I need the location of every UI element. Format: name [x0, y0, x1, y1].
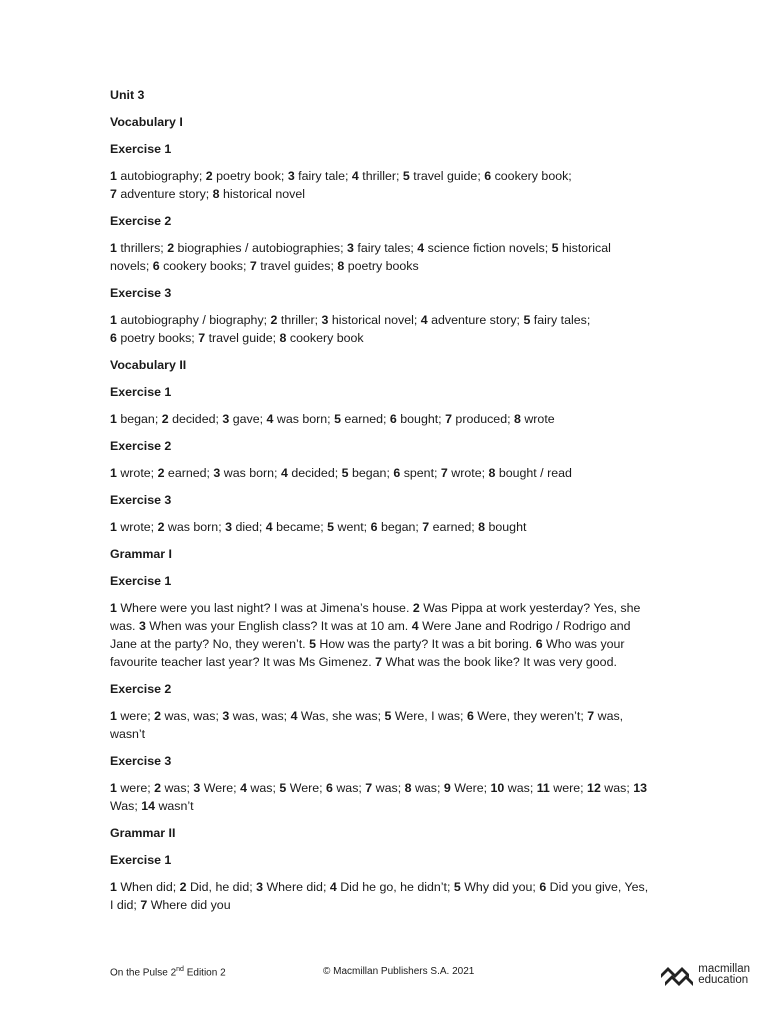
- answer-item: [154, 781, 190, 795]
- answer-number: 2: [412, 601, 420, 615]
- section-heading: Grammar I: [110, 547, 172, 561]
- answer-item: [110, 331, 195, 345]
- answer-item: [309, 637, 532, 651]
- answer-text: began;: [380, 520, 419, 534]
- answer-text: thriller;: [280, 313, 319, 327]
- answer-number: 4: [329, 880, 337, 894]
- answer-number: 4: [265, 520, 273, 534]
- answer-item: [444, 781, 487, 795]
- answer-number: 2: [179, 880, 187, 894]
- answer-item: [478, 520, 526, 534]
- answer-number: 6: [326, 781, 333, 795]
- answer-item: [281, 466, 338, 480]
- answer-item: [445, 412, 510, 426]
- answer-text: bought;: [400, 412, 442, 426]
- answer-list: [110, 599, 650, 671]
- answer-list: [110, 311, 650, 347]
- answer-item: [110, 880, 176, 894]
- answer-number: 7: [375, 655, 383, 669]
- answer-number: 4: [240, 781, 247, 795]
- answer-item: [330, 880, 451, 894]
- answer-text: autobiography / biography;: [120, 313, 268, 327]
- answer-item: [352, 169, 400, 183]
- section-heading: Exercise 1: [110, 853, 172, 867]
- answer-text: historical novel: [223, 187, 305, 201]
- answer-text: historical novels;: [110, 241, 611, 273]
- answer-item: [342, 466, 390, 480]
- answer-text: wrote;: [120, 520, 155, 534]
- answer-text: wrote;: [120, 466, 155, 480]
- answer-text: biographies / autobiographies;: [177, 241, 344, 255]
- answer-text: was;: [250, 781, 276, 795]
- answer-item: [279, 781, 322, 795]
- answer-text: earned;: [432, 520, 475, 534]
- section-heading: Exercise 1: [110, 574, 172, 588]
- answer-text: travel guide;: [413, 169, 481, 183]
- answer-number: 1: [110, 241, 117, 255]
- answer-number: 7: [110, 187, 117, 201]
- answer-text: science fiction novels;: [427, 241, 549, 255]
- answer-item: [365, 781, 401, 795]
- answer-number: 2: [154, 709, 162, 723]
- answer-number: 6: [466, 709, 474, 723]
- answer-item: [206, 169, 285, 183]
- answer-number: 2: [157, 466, 165, 480]
- answer-number: 8: [279, 331, 287, 345]
- answer-item: [110, 313, 267, 327]
- answer-text: When was your English class? It was at 10 am.: [149, 619, 409, 633]
- answer-number: 5: [453, 880, 461, 894]
- answer-number: 2: [167, 241, 175, 255]
- section-heading: Exercise 2: [110, 682, 172, 696]
- answer-item: [162, 412, 219, 426]
- answer-number: 1: [110, 781, 117, 795]
- answer-text: Did you give, Yes, I did;: [110, 880, 649, 912]
- answer-text: began;: [351, 466, 390, 480]
- section-heading: Exercise 3: [110, 286, 172, 300]
- answer-text: Did, he did;: [189, 880, 253, 894]
- answer-number: 4: [417, 241, 425, 255]
- macmillan-logo-icon: [660, 964, 694, 986]
- answer-item: [110, 187, 209, 201]
- answer-item: [213, 187, 305, 201]
- answer-number: 3: [213, 466, 221, 480]
- footer-copyright: © Macmillan Publishers S.A. 2021: [323, 966, 475, 977]
- answer-item: [110, 709, 151, 723]
- answer-item: [537, 781, 584, 795]
- answer-number: 1: [110, 169, 117, 183]
- answer-item: [110, 601, 409, 615]
- answer-number: 4: [290, 709, 298, 723]
- answer-item: [322, 313, 418, 327]
- answer-number: 7: [587, 709, 595, 723]
- answer-item: [110, 466, 154, 480]
- answer-number: 5: [327, 520, 335, 534]
- answer-text: began;: [120, 412, 159, 426]
- answer-text: was;: [164, 781, 190, 795]
- answer-text: Where did you: [150, 898, 231, 912]
- answer-item: [334, 412, 386, 426]
- answer-number: 4: [420, 313, 428, 327]
- answer-number: 6: [110, 331, 117, 345]
- answer-text: poetry books: [347, 259, 419, 273]
- answer-item: [384, 709, 463, 723]
- answer-number: 3: [222, 412, 230, 426]
- section-heading: Grammar II: [110, 826, 176, 840]
- footer-book-title: On the Pulse 2nd Edition 2: [110, 966, 226, 979]
- answer-number: 4: [280, 466, 288, 480]
- answer-text: cookery book;: [494, 169, 572, 183]
- answer-text: produced;: [455, 412, 511, 426]
- answer-item: [222, 709, 287, 723]
- answer-item: [158, 520, 222, 534]
- answer-number: 2: [157, 520, 165, 534]
- section-heading: Vocabulary II: [110, 358, 187, 372]
- answer-text: was;: [604, 781, 630, 795]
- answer-text: wasn’t: [158, 799, 194, 813]
- answer-text: Were, I was;: [394, 709, 464, 723]
- answer-text: Was Pippa at work yesterday? Yes, she was.: [110, 601, 641, 633]
- answer-text: was born;: [167, 520, 222, 534]
- answer-number: 7: [249, 259, 257, 273]
- answer-number: 8: [212, 187, 220, 201]
- answer-text: fairy tale;: [298, 169, 349, 183]
- answer-text: thrillers;: [120, 241, 164, 255]
- answer-text: travel guides;: [260, 259, 334, 273]
- section-heading: Exercise 3: [110, 754, 172, 768]
- answer-item: [213, 466, 277, 480]
- answer-number: 2: [270, 313, 278, 327]
- answer-item: [140, 898, 230, 912]
- answer-item: [403, 169, 481, 183]
- edition-superscript: nd: [176, 966, 184, 973]
- answer-text: gave;: [232, 412, 264, 426]
- answer-item: [198, 331, 276, 345]
- answer-number: 2: [154, 781, 162, 795]
- answer-text: cookery book: [289, 331, 364, 345]
- answer-item: [267, 412, 331, 426]
- answer-text: spent;: [403, 466, 438, 480]
- answer-number: 5: [523, 313, 531, 327]
- answer-item: [491, 781, 534, 795]
- answer-item: [371, 520, 419, 534]
- answer-text: autobiography;: [120, 169, 203, 183]
- answer-text: poetry book;: [216, 169, 285, 183]
- answer-text: was;: [414, 781, 441, 795]
- answer-item: [405, 781, 441, 795]
- answer-number: 12: [587, 781, 601, 795]
- answer-number: 3: [193, 781, 201, 795]
- answer-list: [110, 239, 650, 275]
- answer-item: [393, 466, 437, 480]
- answer-number: 8: [514, 412, 521, 426]
- answer-number: 6: [152, 259, 160, 273]
- answer-text: were;: [120, 709, 151, 723]
- answer-number: 14: [141, 799, 156, 813]
- answer-text: thriller;: [362, 169, 400, 183]
- answer-item: [110, 169, 202, 183]
- answer-number: 1: [110, 313, 117, 327]
- answer-number: 11: [536, 781, 550, 795]
- answer-item: [110, 781, 151, 795]
- answer-item: [484, 169, 572, 183]
- answer-text: earned;: [344, 412, 387, 426]
- answer-item: [291, 709, 381, 723]
- answer-number: 6: [370, 520, 378, 534]
- answer-number: 1: [110, 880, 117, 894]
- answer-number: 6: [389, 412, 397, 426]
- answer-number: 5: [402, 169, 410, 183]
- answer-text: was, wasn’t: [110, 709, 624, 741]
- answer-item: [222, 412, 263, 426]
- answer-text: How was the party? It was a bit boring.: [319, 637, 533, 651]
- answer-text: were;: [553, 781, 584, 795]
- answer-number: 10: [490, 781, 505, 795]
- answer-number: 8: [337, 259, 345, 273]
- answer-item: [375, 655, 617, 669]
- answer-text: adventure story;: [431, 313, 520, 327]
- answer-text: were;: [120, 781, 151, 795]
- answer-number: 1: [110, 412, 117, 426]
- answer-item: [421, 313, 520, 327]
- answer-text: bought / read: [498, 466, 572, 480]
- answer-text: was;: [336, 781, 362, 795]
- answer-item: [280, 331, 364, 345]
- section-heading: Exercise 1: [110, 142, 172, 156]
- answer-text: Where did;: [266, 880, 327, 894]
- answer-text: decided;: [172, 412, 219, 426]
- answer-text: wrote;: [451, 466, 486, 480]
- answer-text: was born;: [223, 466, 278, 480]
- answer-number: 9: [443, 781, 451, 795]
- answer-item: [167, 241, 343, 255]
- answer-text: Were Jane and Rodrigo / Rodrigo and Jane at the party? No, they weren’t.: [110, 619, 631, 651]
- answer-number: 5: [309, 637, 316, 651]
- answer-number: 4: [351, 169, 359, 183]
- answer-number: 7: [440, 466, 448, 480]
- answer-text: bought: [488, 520, 527, 534]
- answer-item: [327, 520, 367, 534]
- answer-number: 7: [198, 331, 206, 345]
- answer-list: [110, 878, 650, 914]
- answer-number: 5: [384, 709, 392, 723]
- answer-item: [390, 412, 442, 426]
- answer-text: was;: [507, 781, 534, 795]
- answer-number: 7: [422, 520, 430, 534]
- answer-number: 4: [411, 619, 419, 633]
- answer-text: was;: [375, 781, 402, 795]
- answer-item: [288, 169, 349, 183]
- answer-item: [139, 619, 408, 633]
- section-heading: Vocabulary I: [110, 115, 183, 129]
- answer-number: 7: [140, 898, 148, 912]
- answer-item: [141, 799, 193, 813]
- answer-item: [467, 709, 584, 723]
- answer-number: 3: [138, 619, 146, 633]
- answer-number: 6: [484, 169, 492, 183]
- answer-item: [110, 520, 154, 534]
- answer-text: fairy tales;: [533, 313, 591, 327]
- section-heading: Exercise 3: [110, 493, 172, 507]
- answer-item: [587, 781, 630, 795]
- answer-text: Where were you last night? I was at Jimena’s house.: [120, 601, 410, 615]
- answer-number: 7: [365, 781, 373, 795]
- answer-number: 6: [535, 637, 543, 651]
- answer-item: [110, 412, 158, 426]
- answer-item: [256, 880, 326, 894]
- answer-text: adventure story;: [120, 187, 210, 201]
- answer-number: 3: [321, 313, 329, 327]
- section-heading: Exercise 1: [110, 385, 172, 399]
- answer-number: 2: [205, 169, 213, 183]
- answer-list: [110, 167, 650, 203]
- answer-text: poetry books;: [120, 331, 195, 345]
- answer-number: 1: [110, 709, 117, 723]
- answer-item: [326, 781, 362, 795]
- answer-text: was, was;: [232, 709, 288, 723]
- answer-item: [153, 259, 247, 273]
- answer-key-document: [110, 86, 650, 923]
- answer-number: 1: [110, 601, 117, 615]
- answer-text: travel guide;: [208, 331, 277, 345]
- answer-number: 4: [266, 412, 274, 426]
- answer-item: [271, 313, 319, 327]
- answer-number: 7: [445, 412, 452, 426]
- answer-number: 2: [161, 412, 169, 426]
- answer-text: Was;: [110, 799, 138, 813]
- answer-item: [488, 466, 571, 480]
- answer-number: 8: [404, 781, 412, 795]
- answer-number: 8: [488, 466, 496, 480]
- answer-number: 5: [334, 412, 341, 426]
- answer-number: 6: [393, 466, 401, 480]
- answer-text: What was the book like? It was very good.: [385, 655, 617, 669]
- answer-text: Did he go, he didn’t;: [340, 880, 451, 894]
- page-footer: [110, 964, 750, 992]
- answer-list: [110, 410, 650, 428]
- publisher-logo: [660, 964, 750, 986]
- answer-text: Was, she was;: [300, 709, 382, 723]
- answer-text: Why did you;: [464, 880, 536, 894]
- answer-item: [266, 520, 324, 534]
- answer-text: went;: [337, 520, 368, 534]
- answer-text: was born;: [276, 412, 331, 426]
- answer-item: [337, 259, 418, 273]
- answer-text: Were;: [454, 781, 488, 795]
- answer-text: became;: [276, 520, 324, 534]
- answer-item: [454, 880, 536, 894]
- answer-number: 8: [478, 520, 486, 534]
- answer-text: Who was your favourite teacher last year? It was Ms Gimenez.: [110, 637, 625, 669]
- answer-item: [180, 880, 253, 894]
- answer-list: [110, 707, 650, 743]
- answer-item: [250, 259, 334, 273]
- answer-text: Were;: [289, 781, 323, 795]
- answer-text: decided;: [291, 466, 339, 480]
- answer-item: [110, 241, 164, 255]
- answer-text: earned;: [167, 466, 210, 480]
- answer-list: [110, 518, 650, 536]
- answer-number: 3: [287, 169, 295, 183]
- answer-text: was, was;: [164, 709, 219, 723]
- answer-item: [240, 781, 276, 795]
- answer-number: 3: [347, 241, 354, 255]
- answer-item: [158, 466, 210, 480]
- answer-text: cookery books;: [163, 259, 247, 273]
- section-heading: Exercise 2: [110, 214, 172, 228]
- answer-text: died;: [235, 520, 263, 534]
- answer-text: When did;: [120, 880, 177, 894]
- answer-item: [347, 241, 414, 255]
- answer-item: [417, 241, 548, 255]
- answer-list: [110, 464, 650, 482]
- answer-text: Were, they weren’t;: [477, 709, 584, 723]
- answer-number: 3: [222, 709, 230, 723]
- answer-item: [523, 313, 590, 327]
- section-heading: Exercise 2: [110, 439, 172, 453]
- answer-item: [154, 709, 219, 723]
- answer-list: [110, 779, 650, 815]
- answer-number: 5: [279, 781, 287, 795]
- answer-number: 1: [110, 520, 117, 534]
- logo-text-education: education: [698, 974, 749, 986]
- answer-number: 13: [633, 781, 648, 795]
- answer-number: 5: [341, 466, 349, 480]
- answer-number: 3: [225, 520, 233, 534]
- answer-item: [514, 412, 555, 426]
- section-heading: Unit 3: [110, 88, 145, 102]
- answer-item: [225, 520, 262, 534]
- answer-text: fairy tales;: [357, 241, 414, 255]
- answer-item: [441, 466, 485, 480]
- answer-item: [193, 781, 236, 795]
- answer-text: Were;: [203, 781, 237, 795]
- answer-number: 5: [551, 241, 559, 255]
- answer-number: 1: [110, 466, 117, 480]
- answer-text: historical novel;: [331, 313, 418, 327]
- answer-text: wrote: [524, 412, 555, 426]
- answer-item: [422, 520, 474, 534]
- answer-number: 3: [256, 880, 264, 894]
- answer-number: 6: [539, 880, 547, 894]
- logo-text-macmillan: macmillan: [698, 963, 750, 975]
